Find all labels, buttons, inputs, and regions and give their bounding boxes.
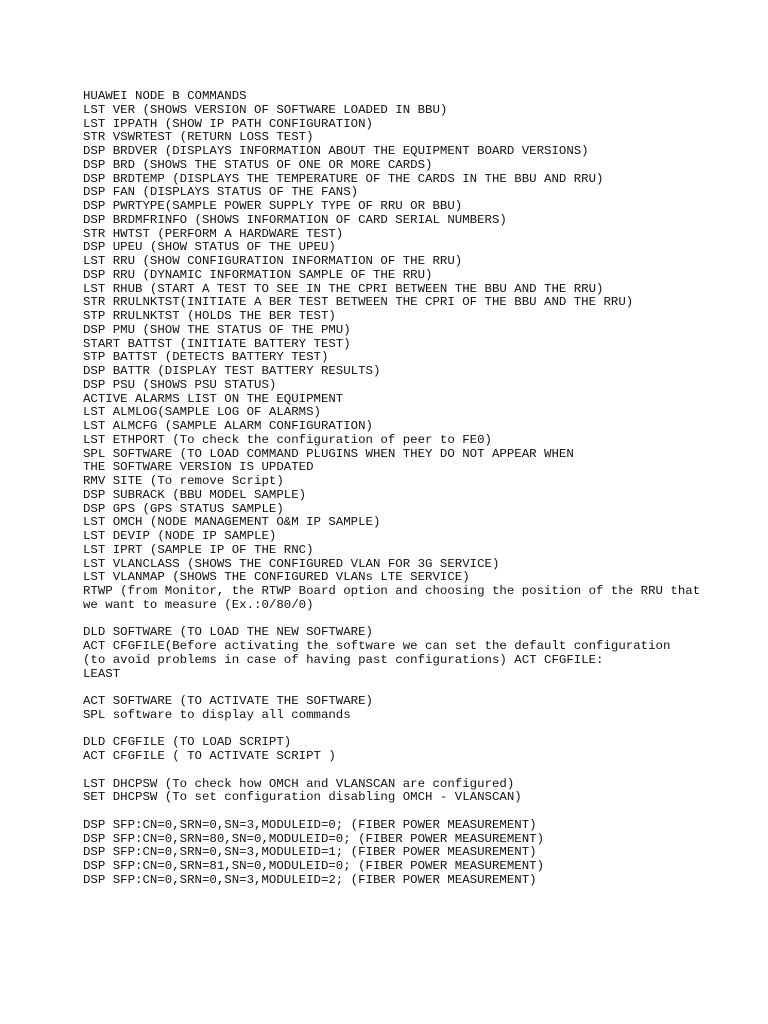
text-line: LST VLANCLASS (SHOWS THE CONFIGURED VLAN FOR 3G SERVICE) bbox=[83, 556, 500, 571]
text-line: (to avoid problems in case of having past configurations) ACT CFGFILE: bbox=[83, 652, 604, 667]
text-line: DSP BATTR (DISPLAY TEST BATTERY RESULTS) bbox=[83, 364, 381, 378]
text-line: DSP BRD (SHOWS THE STATUS OF ONE OR MORE CARDS) bbox=[83, 157, 433, 172]
text-line: ACT CFGFILE ( TO ACTIVATE SCRIPT ) bbox=[83, 749, 336, 763]
text-line: SPL software to display all commands bbox=[83, 707, 351, 722]
text-line: DSP RRU (DYNAMIC INFORMATION SAMPLE OF THE RRU) bbox=[83, 267, 433, 282]
text-line: STP BATTST (DETECTS BATTERY TEST) bbox=[83, 350, 329, 365]
text-line: LST RRU (SHOW CONFIGURATION INFORMATION OF THE RRU) bbox=[83, 254, 463, 268]
text-line: LST ETHPORT (To check the configuration of peer to FE0) bbox=[83, 432, 492, 447]
text-block bbox=[83, 90, 753, 613]
text-line: LST VER (SHOWS VERSION OF SOFTWARE LOADED IN BBU) bbox=[83, 102, 448, 117]
text-line: STR HWTST (PERFORM A HARDWARE TEST) bbox=[83, 226, 344, 241]
text-line: DSP BRDVER (DISPLAYS INFORMATION ABOUT THE EQUIPMENT BOARD VERSIONS) bbox=[83, 144, 589, 158]
text-block bbox=[83, 626, 753, 681]
text-line: DSP FAN (DISPLAYS STATUS OF THE FANS) bbox=[83, 185, 359, 200]
text-line: ACT CFGFILE(Before activating the software we can set the default configuration bbox=[83, 639, 671, 653]
text-line: DSP PMU (SHOW THE STATUS OF THE PMU) bbox=[83, 322, 351, 337]
text-block bbox=[83, 695, 753, 723]
text-line: DSP PWRTYPE(SAMPLE POWER SUPPLY TYPE OF RRU OR BBU) bbox=[83, 199, 463, 213]
text-line: DSP BRDTEMP (DISPLAYS THE TEMPERATURE OF THE CARDS IN THE BBU AND RRU) bbox=[83, 171, 604, 186]
text-line: RTWP (from Monitor, the RTWP Board option and choosing the position of the RRU that bbox=[83, 584, 701, 598]
text-block bbox=[83, 736, 753, 764]
text-line: LST VLANMAP (SHOWS THE CONFIGURED VLANs LTE SERVICE) bbox=[83, 570, 470, 585]
text-line: LST IPRT (SAMPLE IP OF THE RNC) bbox=[83, 542, 314, 557]
text-line: DSP SFP:CN=0,SRN=81,SN=0,MODULEID=0; (FIBER POWER MEASUREMENT) bbox=[83, 859, 545, 873]
text-line: DSP SFP:CN=0,SRN=0,SN=3,MODULEID=1; (FIBER POWER MEASUREMENT) bbox=[83, 845, 537, 860]
text-line: LEAST bbox=[83, 666, 121, 681]
text-line: LST RHUB (START A TEST TO SEE IN THE CPRI BETWEEN THE BBU AND THE RRU) bbox=[83, 281, 604, 296]
text-block bbox=[83, 819, 753, 888]
text-line: LST DEVIP (NODE IP SAMPLE) bbox=[83, 529, 277, 543]
text-line: LST DHCPSW (To check how OMCH and VLANSCAN are configured) bbox=[83, 776, 515, 791]
text-line: DSP PSU (SHOWS PSU STATUS) bbox=[83, 377, 277, 392]
text-line: ACTIVE ALARMS LIST ON THE EQUIPMENT bbox=[83, 391, 344, 406]
text-line: ACT SOFTWARE (TO ACTIVATE THE SOFTWARE) bbox=[83, 694, 373, 708]
text-line: LST ALMLOG(SAMPLE LOG OF ALARMS) bbox=[83, 405, 321, 420]
text-line: SPL SOFTWARE (TO LOAD COMMAND PLUGINS WHEN THEY DO NOT APPEAR WHEN bbox=[83, 446, 574, 461]
text-line: DSP BRDMFRINFO (SHOWS INFORMATION OF CARD SERIAL NUMBERS) bbox=[83, 212, 507, 227]
text-line: START BATTST (INITIATE BATTERY TEST) bbox=[83, 336, 351, 351]
text-line: THE SOFTWARE VERSION IS UPDATED bbox=[83, 460, 314, 475]
text-block bbox=[83, 778, 753, 806]
text-line: RMV SITE (To remove Script) bbox=[83, 474, 284, 488]
text-line: DSP SUBRACK (BBU MODEL SAMPLE) bbox=[83, 487, 307, 502]
text-line: DSP SFP:CN=0,SRN=80,SN=0,MODULEID=0; (FIBER POWER MEASUREMENT) bbox=[83, 831, 545, 846]
text-line: DLD SOFTWARE (TO LOAD THE NEW SOFTWARE) bbox=[83, 625, 373, 640]
text-line: LST ALMCFG (SAMPLE ALARM CONFIGURATION) bbox=[83, 419, 373, 433]
text-line: LST IPPATH (SHOW IP PATH CONFIGURATION) bbox=[83, 116, 373, 131]
text-line: DSP GPS (GPS STATUS SAMPLE) bbox=[83, 501, 284, 516]
text-line: STR VSWRTEST (RETURN LOSS TEST) bbox=[83, 130, 314, 145]
text-line: we want to measure (Ex.:0/80/0) bbox=[83, 597, 314, 612]
text-line: DLD CFGFILE (TO LOAD SCRIPT) bbox=[83, 735, 292, 750]
text-line: STR RRULNKTST(INITIATE A BER TEST BETWEEN THE CPRI OF THE BBU AND THE RRU) bbox=[83, 295, 634, 310]
text-line: DSP UPEU (SHOW STATUS OF THE UPEU) bbox=[83, 240, 336, 255]
text-line: DSP SFP:CN=0,SRN=0,SN=3,MODULEID=0; (FIBER POWER MEASUREMENT) bbox=[83, 817, 537, 832]
text-line: HUAWEI NODE B COMMANDS bbox=[83, 89, 247, 103]
document-page bbox=[83, 90, 753, 888]
text-line: STP RRULNKTST (HOLDS THE BER TEST) bbox=[83, 309, 336, 323]
text-line: DSP SFP:CN=0,SRN=0,SN=3,MODULEID=2; (FIBER POWER MEASUREMENT) bbox=[83, 872, 537, 887]
text-line: LST OMCH (NODE MANAGEMENT O&M IP SAMPLE) bbox=[83, 515, 381, 530]
text-line: SET DHCPSW (To set configuration disabling OMCH - VLANSCAN) bbox=[83, 790, 522, 805]
